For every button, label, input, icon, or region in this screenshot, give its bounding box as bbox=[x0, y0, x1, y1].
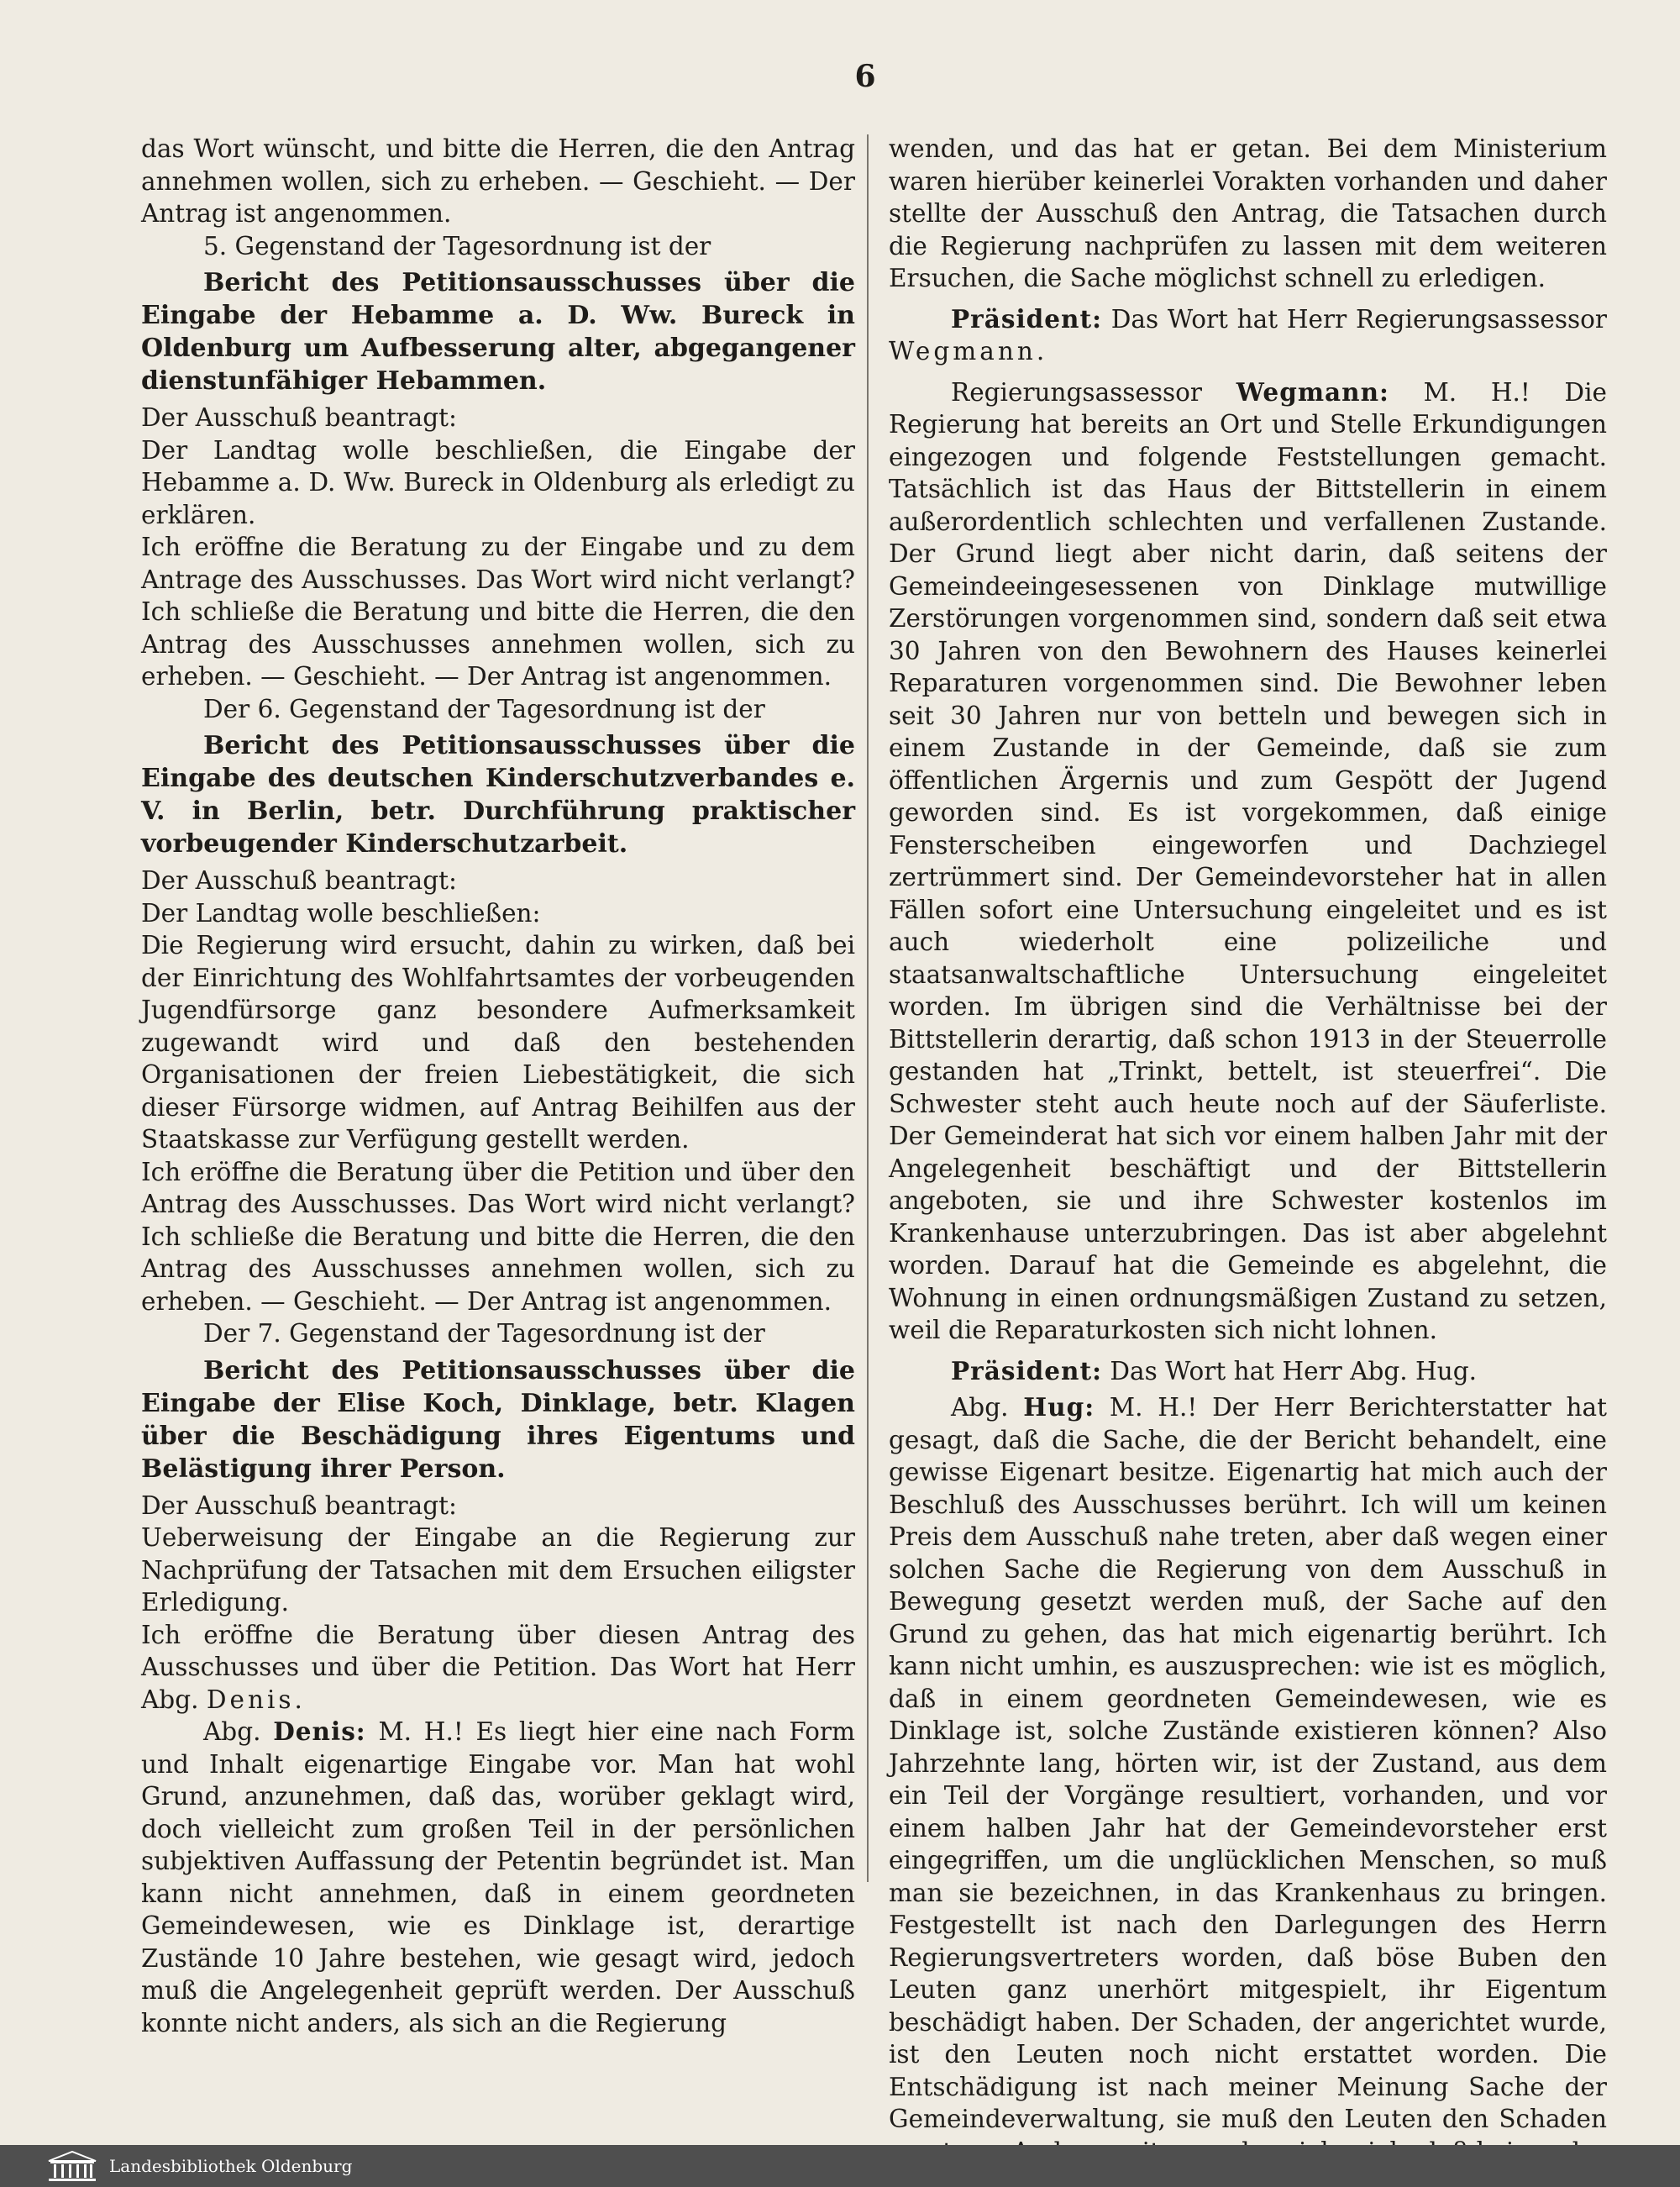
speech-text: M. H.! Es liegt hier eine nach Form und Inhalt eigenartige Eingabe vor. Man hat wohl Grund, anzunehmen, daß das, worüber geklagt wird, doch vielleicht zum großen Teil in der persönlichen subjektiven Auffassung der Petentin begründet ist. Man kann nicht annehmen, daß in einem geordneten Gemeindewesen, wie es Dinklage ist, derartige Zustände 10 Jahre bestehen, wie gesagt wird, jedoch muß die Angelegenheit geprüft werden. Der Ausschuß konnte nicht anders, als sich an die Regierung bbox=[141, 1717, 855, 2037]
speaker-title: Abg. bbox=[203, 1717, 261, 1746]
speaker-title: Regierungsassessor bbox=[951, 377, 1203, 407]
agenda-item-7: Der 7. Gegenstand der Tagesordnung ist der bbox=[203, 1319, 765, 1348]
agenda-item-5: 5. Gegenstand der Tagesordnung ist der bbox=[203, 231, 711, 260]
committee-proposes: Der Ausschuß beantragt: bbox=[141, 866, 457, 895]
column-divider bbox=[867, 134, 869, 1882]
paragraph-text: Ich eröffne die Beratung über diesen Antrag des Ausschusses und über die Petition. Das Wort hat Herr Abg. bbox=[141, 1620, 855, 1714]
speaker-name: Denis. bbox=[206, 1685, 306, 1714]
motion-text: Die Regierung wird ersucht, dahin zu wirken, daß bei der Einrichtung des Wohlfahrtsamtes der vorbeugenden Jugendfürsorge ganz besondere Aufmerksamkeit zugewandt wird und daß den bestehenden Organisationen der freien Liebestätigkeit, die sich dieser Fürsorge widmen, auf Antrag Beihilfen aus der Staatskasse zur Verfügung gestellt werden. bbox=[141, 931, 855, 1154]
left-column bbox=[141, 133, 855, 2039]
president-remark bbox=[889, 303, 1607, 368]
speaker-label: Präsident: bbox=[951, 1355, 1103, 1385]
remark-text: Das Wort hat Herr Abg. Hug. bbox=[1110, 1356, 1477, 1385]
library-footer bbox=[0, 2145, 1680, 2187]
report-heading-6: Bericht des Petitionsausschusses über die Eingabe des deutschen Kinderschutzverbandes e. V. in Berlin, betr. Durchführung praktischer vorbeugender Kinderschutzarbeit. bbox=[141, 731, 855, 859]
speech bbox=[141, 1716, 855, 2039]
speaker-label: Präsident: bbox=[951, 303, 1103, 334]
remark-text: Das Wort hat Herr Regierungsassessor bbox=[1110, 304, 1607, 334]
paragraph bbox=[141, 1619, 855, 1716]
speaker-name: Wegmann: bbox=[1236, 376, 1389, 407]
agenda-item-6: Der 6. Gegenstand der Tagesordnung ist der bbox=[203, 694, 765, 723]
speech-text: M. H.! Der Herr Berichterstatter hat gesagt, daß die Sache, die der Bericht behandelt, eine gewisse Eigenart besitze. Eigenartig hat mich auch der Beschluß des Ausschusses berührt. Ich will um keinen Preis dem Ausschuß nahe treten, aber daß wegen einer solchen Sache die Regierung von dem Ausschuß in Bewegung gesetzt werden muß, der Sache auf den Grund zu gehen, das hat mich eigenartig berührt. Ich kann nicht umhin, es auszusprechen: wie ist es möglich, daß in einem geordneten Gemeindewesen, wie es Dinklage ist, solche Zustände existieren können? Also Jahrzehnte lang, hörten wir, ist der Zustand, aus dem ein Teil der Vorgänge resultiert, vorhanden, und vor einem halben Jahr hat der Gemeindevorsteher erst eingegriffen, um die unglücklichen Menschen, so muß man sie bezeichnen, in das Krankenhaus zu bringen. Festgestellt ist nach den Darlegungen des Herrn Regierungsvertreters worden, daß böse Buben den Leuten ganz unerhört mitgespielt, ihr Eigentum beschädigt haben. Der Schaden, der angerichtet wurde, ist den Leuten noch nicht erstattet worden. Die Entschädigung ist nach meiner Meinung Sache der Gemeindeverwaltung, sie muß den Leuten den Schaden bbox=[889, 1393, 1607, 2133]
speaker-name: Wegmann. bbox=[889, 337, 1048, 365]
paragraph: wenden, und das hat er getan. Bei dem Ministerium waren hierüber keinerlei Vorakten vorhanden und daher stellte der Ausschuß den Antrag, die Tatsachen durch die Regierung nachprüfen zu lassen mit dem weiteren Ersuchen, die Sache möglichst schnell zu erledigen. bbox=[889, 134, 1607, 292]
speech bbox=[889, 1391, 1607, 2168]
committee-proposes: Der Ausschuß beantragt: bbox=[141, 1490, 457, 1520]
speech bbox=[889, 376, 1607, 1347]
speaker-name: Hug: bbox=[1023, 1392, 1095, 1422]
speaker-title: Abg. bbox=[951, 1393, 1009, 1422]
report-heading-5: Bericht des Petitionsausschusses über die Eingabe der Hebamme a. D. Ww. Bureck in Oldenburg um Aufbesserung alter, abgegangener dienstunfähiger Hebammen. bbox=[141, 268, 855, 396]
paragraph: Ich eröffne die Beratung über die Petition und über den Antrag des Ausschusses. Das Wort wird nicht verlangt? Ich schließe die Beratung und bitte die Herren, die den Antrag des Ausschusses annehmen wollen, sich zu erheben. — Geschieht. — Der Antrag ist angenommen. bbox=[141, 1157, 855, 1316]
motion-text: Der Landtag wolle beschließen: bbox=[141, 898, 541, 928]
paragraph: das Wort wünscht, und bitte die Herren, die den Antrag annehmen wollen, sich zu erheben. — Geschieht. — Der Antrag ist angenommen. bbox=[141, 134, 855, 228]
library-name: Landesbibliothek Oldenburg bbox=[109, 2156, 353, 2176]
committee-proposes: Der Ausschuß beantragt: bbox=[141, 403, 457, 432]
speech-text: M. H.! Die Regierung hat bereits an Ort und Stelle Erkundigungen eingezogen und folgende Feststellungen gemacht. Tatsächlich ist das Haus der Bittstellerin in einem außerordentlich schlechten und verfallenen Zustande. Der Grund liegt aber nicht darin, daß seitens der Gemeindeeingesessenen von Dinklage mutwillige Zerstörungen vorgenommen sind, sondern daß seit etwa 30 Jahren von den Bewohnern des Hauses keinerlei Reparaturen vorgenommen sind. Die Bewohner leben seit 30 Jahren nur von betteln und bewegen sich in einem Zustande in der Gemeinde, daß sie zum öffentlichen Ärgernis und zum Gespött der Jugend geworden sind. Es ist vorgekommen, daß einige Fensterscheiben eingeworfen und Dachziegel zertrümmert sind. Der Gemeindevorsteher hat in allen Fällen sofort eine Untersuchung eingeleitet und es ist auch wiederholt eine polizeiliche und staatsanwaltschaftliche Untersuchung eingeleitet worden. Im übrigen sind die Verhältnisse bei der Bittstellerin derartig, daß schon 1913 in der Steuerrolle gestanden hat „Trinkt, bettelt, ist steuerfrei“. Die Schwester steht auch heute noch auf der Säuferliste. Der Gemeinderat hat sich vor einem halben Jahr mit der Angelegenheit beschäftigt und der Bittstellerin angeboten, sie und ihre Schwester kostenlos im Krankenhause unterzubringen. Das ist aber abgelehnt worden. Darauf hat die Gemeinde es abgelehnt, die Wohnung in einen ordnungsmäßigen Zustand zu setzen, weil die Reparaturkosten sich nicht lohnen. bbox=[889, 377, 1607, 1344]
president-remark bbox=[889, 1355, 1607, 1388]
report-heading-7: Bericht des Petitionsausschusses über die Eingabe der Elise Koch, Dinklage, betr. Klagen über die Beschädigung ihres Eigentums und Belästigung ihrer Person. bbox=[141, 1355, 855, 1484]
motion-text: Ueberweisung der Eingabe an die Regierung zur Nachprüfung der Tatsachen mit dem Ersuchen eiligster Erledigung. bbox=[141, 1523, 855, 1617]
right-column bbox=[889, 133, 1607, 2168]
library-building-icon bbox=[45, 2149, 99, 2183]
motion-text: Der Landtag wolle beschließen, die Eingabe der Hebamme a. D. Ww. Bureck in Oldenburg als erledigt zu erklären. bbox=[141, 435, 855, 529]
speaker-name: Denis: bbox=[273, 1716, 366, 1746]
paragraph: Ich eröffne die Beratung zu der Eingabe und zu dem Antrage des Ausschusses. Das Wort wird nicht verlangt? Ich schließe die Beratung und bitte die Herren, die den Antrag des Ausschusses annehmen wollen, sich zu erheben. — Geschieht. — Der Antrag ist angenommen. bbox=[141, 533, 855, 691]
page-number: 6 bbox=[854, 59, 876, 94]
